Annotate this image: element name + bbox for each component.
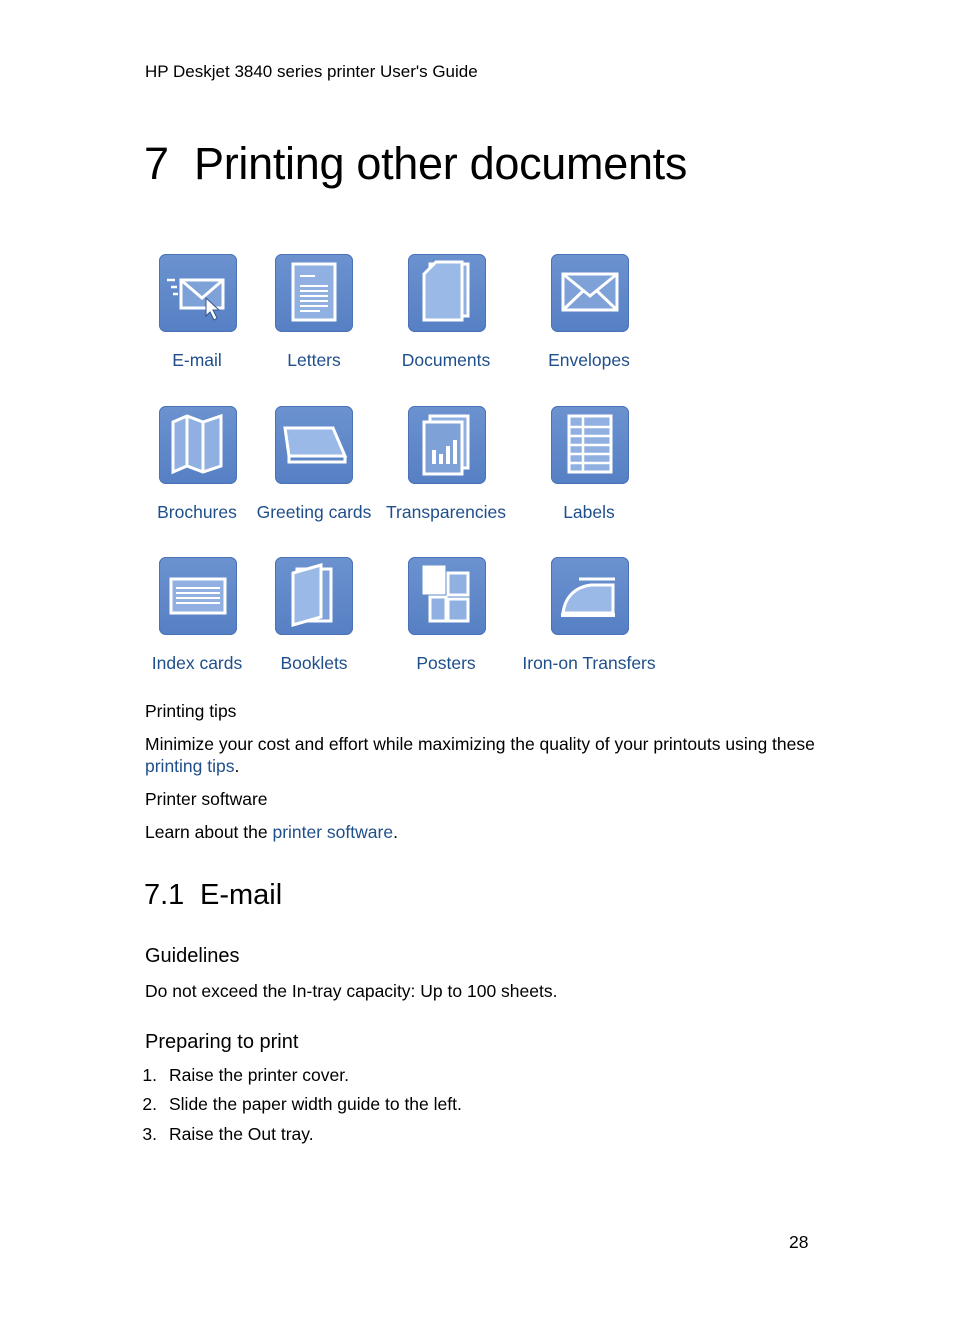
letter-icon[interactable]	[275, 254, 353, 332]
guidelines-text: Do not exceed the In-tray capacity: Up to 100 sheets.	[145, 981, 558, 1001]
transparency-icon[interactable]	[408, 406, 486, 484]
tile-label-documents[interactable]: Documents	[401, 350, 491, 370]
envelope-icon[interactable]	[551, 254, 629, 332]
step-number: 3.	[142, 1124, 157, 1144]
printer-software-text: Learn about the	[145, 822, 273, 842]
step-text: Raise the printer cover.	[169, 1065, 349, 1085]
list-item	[133, 1124, 314, 1145]
printing-tips-link[interactable]: printing tips	[145, 756, 235, 776]
section-title	[144, 879, 282, 912]
tile-label-posters[interactable]: Posters	[416, 653, 476, 673]
labels-icon[interactable]	[551, 406, 629, 484]
preparing-heading: Preparing to print	[145, 1031, 299, 1053]
tile-label-brochures[interactable]: Brochures	[157, 502, 237, 522]
printer-software-paragraph	[145, 821, 825, 843]
printing-tips-period: .	[234, 756, 240, 776]
poster-icon[interactable]	[408, 557, 486, 635]
printer-software-period: .	[393, 822, 398, 842]
tile-label-iron-on-transfers[interactable]: Iron-on Transfers	[522, 653, 656, 673]
list-item	[133, 1094, 462, 1115]
greeting-card-icon[interactable]	[275, 406, 353, 484]
page-number: 28	[789, 1232, 809, 1252]
step-number: 1.	[142, 1065, 157, 1085]
running-header: HP Deskjet 3840 series printer User's Guide	[145, 62, 478, 81]
list-item	[133, 1065, 349, 1086]
printer-software-heading: Printer software	[145, 789, 268, 809]
chapter-number: 7	[144, 138, 169, 189]
printer-software-link[interactable]: printer software	[272, 822, 394, 842]
step-number: 2.	[142, 1094, 157, 1114]
brochure-icon[interactable]	[159, 406, 237, 484]
printing-tips-text: Minimize your cost and effort while maximizing the quality of your printouts using these	[145, 734, 815, 754]
iron-icon[interactable]	[551, 557, 629, 635]
documents-icon[interactable]	[408, 254, 486, 332]
email-icon[interactable]	[159, 254, 237, 332]
booklet-icon[interactable]	[275, 557, 353, 635]
section-title-text: E-mail	[200, 879, 283, 911]
step-text: Raise the Out tray.	[169, 1124, 314, 1144]
printing-tips-heading: Printing tips	[145, 701, 237, 721]
tile-label-transparencies[interactable]: Transparencies	[386, 502, 506, 522]
tile-label-greeting-cards[interactable]: Greeting cards	[256, 502, 372, 522]
index-card-icon[interactable]	[159, 557, 237, 635]
guidelines-heading: Guidelines	[145, 945, 240, 967]
step-text: Slide the paper width guide to the left.	[169, 1094, 462, 1114]
tile-label-labels[interactable]: Labels	[563, 502, 615, 522]
tile-label-envelopes[interactable]: Envelopes	[548, 350, 630, 370]
tile-label-letters[interactable]: Letters	[287, 350, 341, 370]
section-number: 7.1	[144, 879, 185, 911]
printing-tips-paragraph	[145, 733, 825, 777]
tile-label-index-cards[interactable]: Index cards	[151, 653, 243, 673]
chapter-title-text: Printing other documents	[194, 138, 688, 189]
tile-label-email[interactable]: E-mail	[172, 350, 222, 370]
tile-label-booklets[interactable]: Booklets	[280, 653, 348, 673]
